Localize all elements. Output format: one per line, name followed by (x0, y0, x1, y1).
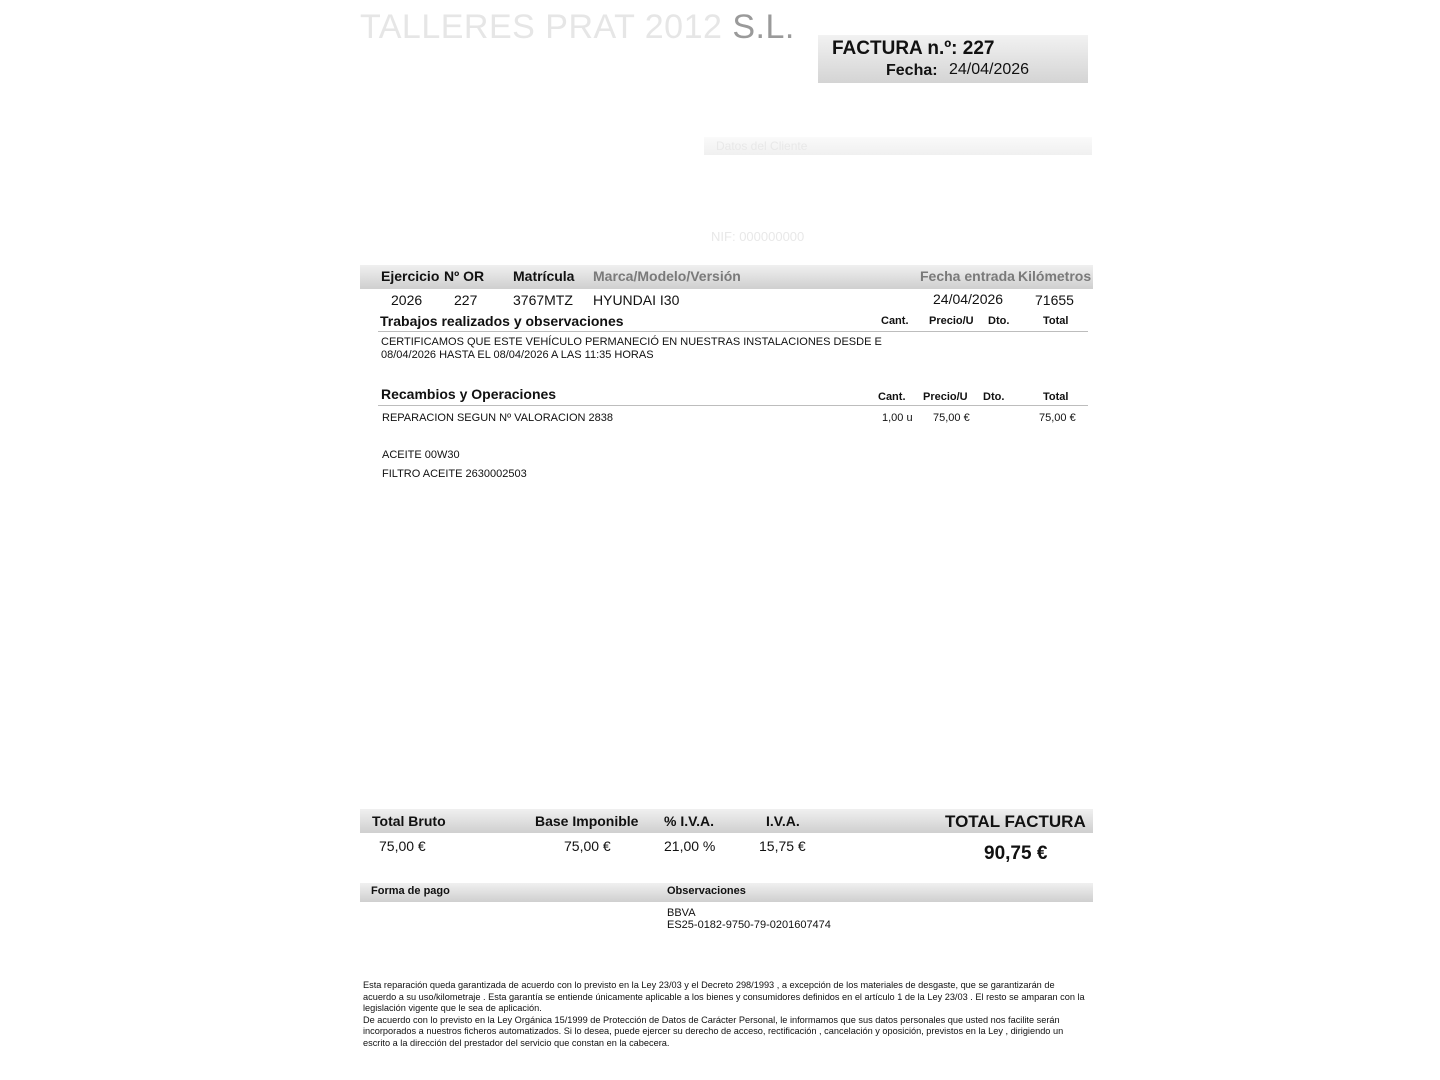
works-col-precio: Precio/U (929, 315, 974, 327)
legal-warranty: Esta reparación queda garantizada de acuerdo con lo previsto en la Ley 23/03 y el Decreto 298/1993 , a excepción de los materiales de desgaste, que se garantizarán de acuerdo a su uso/kilometraje . Esta garantía se entiende únicamente aplicable a los bienes y consumidores definidos en el artículo 1 de la Ley 23/03 . El resto se amparan con la legislación vigente que le sea de aplicación. (363, 980, 1085, 1014)
client-label: Datos del Cliente (716, 139, 808, 153)
part-precio: 75,00 € (933, 412, 970, 424)
vehicle-marca: HYUNDAI I30 (593, 292, 680, 308)
total-bruto-label: Total Bruto (372, 813, 446, 829)
iva-percent-value: 21,00 % (664, 838, 716, 854)
total-bruto-value: 75,00 € (379, 838, 426, 854)
works-line: CERTIFICAMOS QUE ESTE VEHÍCULO PERMANECIÓ EN NUESTRAS INSTALACIONES DESDE E (381, 336, 882, 348)
parts-col-cant: Cant. (878, 391, 906, 403)
client-nif-label: NIF: (711, 229, 736, 244)
invoice-number: FACTURA n.º: 227 (832, 38, 995, 59)
legal-notice (363, 980, 1088, 1050)
part-cant: 1,00 u (882, 412, 913, 424)
parts-col-precio: Precio/U (923, 391, 968, 403)
vehicle-col-nor: Nº OR (444, 268, 485, 284)
part-desc: ACEITE 00W30 (382, 449, 460, 461)
vehicle-nor: 227 (454, 292, 478, 308)
vehicle-col-ejercicio: Ejercicio (381, 268, 440, 284)
payment-bank: BBVA (667, 907, 696, 919)
company-name-suffix: S.L. (732, 8, 795, 46)
observations-label: Observaciones (667, 885, 746, 897)
base-imponible-label: Base Imponible (535, 813, 639, 829)
total-factura-label: TOTAL FACTURA (945, 812, 1086, 831)
works-col-dto: Dto. (988, 315, 1010, 327)
works-line: 08/04/2026 HASTA EL 08/04/2026 A LAS 11:35 HORAS (381, 349, 654, 361)
works-divider (378, 331, 1088, 332)
client-nif (711, 229, 804, 244)
legal-data-protection: De acuerdo con lo previsto en la Ley Orgánica 15/1999 de Protección de Datos de Carácter Personal, le informamos que sus datos personales que usted nos facilite serán incorporados a nuestros ficheros automatizados. Si lo desea, puede ejercer su derecho de acceso, rectificación , cancelación y oposición, previstos en la Ley , dirigiendo un escrito a la dirección del prestador del servicio que constan en la cabecera. (363, 1014, 1064, 1048)
company-name-faded: TALLERES PRAT 2012 (360, 8, 733, 46)
vehicle-ejercicio: 2026 (391, 292, 423, 308)
iva-percent-label: % I.V.A. (664, 813, 715, 829)
works-title: Trabajos realizados y observaciones (380, 313, 624, 329)
vehicle-col-matricula: Matrícula (513, 268, 575, 284)
invoice-date: 24/04/2026 (949, 61, 1030, 78)
parts-divider (378, 405, 1088, 406)
vehicle-col-km: Kilómetros (1018, 268, 1092, 284)
part-total: 75,00 € (1039, 412, 1076, 424)
parts-title: Recambios y Operaciones (381, 386, 557, 402)
payment-label: Forma de pago (371, 885, 450, 897)
parts-col-total: Total (1043, 391, 1069, 403)
payment-iban: ES25-0182-9750-79-0201607474 (667, 919, 831, 931)
vehicle-km: 71655 (1035, 292, 1074, 308)
vehicle-col-marca: Marca/Modelo/Versión (593, 268, 741, 284)
iva-label: I.V.A. (766, 813, 800, 829)
part-desc: REPARACION SEGUN Nº VALORACION 2838 (382, 412, 614, 424)
vehicle-fecha: 24/04/2026 (933, 291, 1004, 307)
invoice-date-label: Fecha: (886, 62, 938, 79)
client-nif-value: 000000000 (739, 229, 805, 244)
parts-col-dto: Dto. (983, 391, 1005, 403)
vehicle-matricula: 3767MTZ (513, 292, 573, 308)
company-name (360, 8, 795, 47)
total-factura-value: 90,75 € (984, 843, 1048, 864)
works-col-total: Total (1043, 315, 1069, 327)
works-col-cant: Cant. (881, 315, 909, 327)
iva-value: 15,75 € (759, 838, 806, 854)
base-imponible-value: 75,00 € (564, 838, 611, 854)
part-desc: FILTRO ACEITE 2630002503 (382, 468, 527, 480)
vehicle-col-fecha: Fecha entrada (920, 268, 1015, 284)
